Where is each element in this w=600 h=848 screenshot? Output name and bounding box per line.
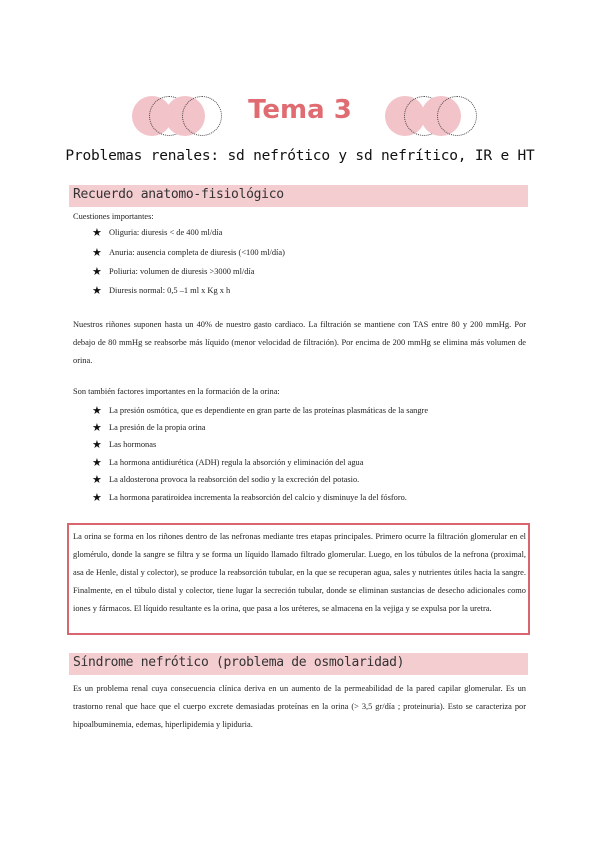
list-item: ★ La presión osmótica, que es dependiente en gran parte de las proteínas plasmáticas de la sangre [92,403,429,417]
black-star-icon: ★ [92,420,102,434]
list-item: ★ Las hormonas [92,437,157,451]
black-star-icon: ★ [92,437,102,451]
boxed-paragraph: La orina se forma en los riñones dentro de las nefronas mediante tres etapas principales. Primero ocurre la filtración glomerular en el glomérulo, donde la sangre se filtra y se forma un líquido llamado filtrado glomerular. Luego, en los túbulos de la nefrona (proximal, asa de Henle, distal y colector), se produce la reabsorción tubular, en la que se recuperan agua, sales y nutrientes útiles hacia la sangre. Finalmente, en el túbulo distal y colector, tiene lugar la secreción tubular, donde se eliminan sustancias de desecho adicionales como iones y fármacos. El líquido resultante es la orina, que pasa a los uréteres, se almacena en la vejiga y se expulsa por la uretra. [73,532,526,613]
section-heading: Síndrome nefrótico (problema de osmolaridad) [73,655,405,670]
page-subtitle: Problemas renales: sd nefrótico y sd nefrítico, IR e HT [65,148,535,164]
black-star-icon: ★ [92,283,102,297]
paragraph: Nuestros riñones suponen hasta un 40% de nuestro gasto cardiaco. La filtración se mantiene con TAS entre 80 y 200 mmHg. Por debajo de 80 mmHg se reabsorbe más líquido (menor velocidad de filtración). Por encima de 200 mmHg se elimina más volumen de orina. [73,320,526,365]
list-item: ★ Anuria: ausencia completa de diuresis (<100 ml/día) [92,245,285,259]
black-star-icon: ★ [92,403,102,417]
factors-label: Son también factores importantes en la formación de la orina: [73,387,280,396]
list-item: ★ La presión de la propia orina [92,420,206,434]
list-item: ★ Oliguria: diuresis < de 400 ml/día [92,225,223,239]
questions-label: Cuestiones importantes: [73,212,154,221]
section-heading: Recuerdo anatomo-fisiológico [73,187,284,202]
paragraph: Es un problema renal cuya consecuencia clínica deriva en un aumento de la permeabilidad de la pared capilar glomerular. Es un trastorno renal que hace que el cuerpo excrete demasiadas proteínas en la orina (> 3,5 gr/día ; proteinuria). Esto se caracteriza por hipoalbuminemia, edemas, hiperlipidemia y lipiduria. [73,684,526,729]
black-star-icon: ★ [92,245,102,259]
page-title: Tema 3 [248,95,352,125]
black-star-icon: ★ [92,490,102,504]
black-star-icon: ★ [92,264,102,278]
list-item: ★ Diuresis normal: 0,5 –1 ml x Kg x h [92,283,231,297]
list-item: ★ La hormona paratiroidea incrementa la reabsorción del calcio y disminuye la del fósforo. [92,490,407,504]
section-heading-band [69,185,528,207]
black-star-icon: ★ [92,455,102,469]
black-star-icon: ★ [92,225,102,239]
black-star-icon: ★ [92,472,102,486]
section-heading-band [69,653,528,675]
list-item: ★ Poliuria: volumen de diuresis >3000 ml/día [92,264,255,278]
list-item: ★ La hormona antidiurética (ADH) regula la absorción y eliminación del agua [92,455,364,469]
list-item: ★ La aldosterona provoca la reabsorción del sodio y la excreción del potasio. [92,472,360,486]
